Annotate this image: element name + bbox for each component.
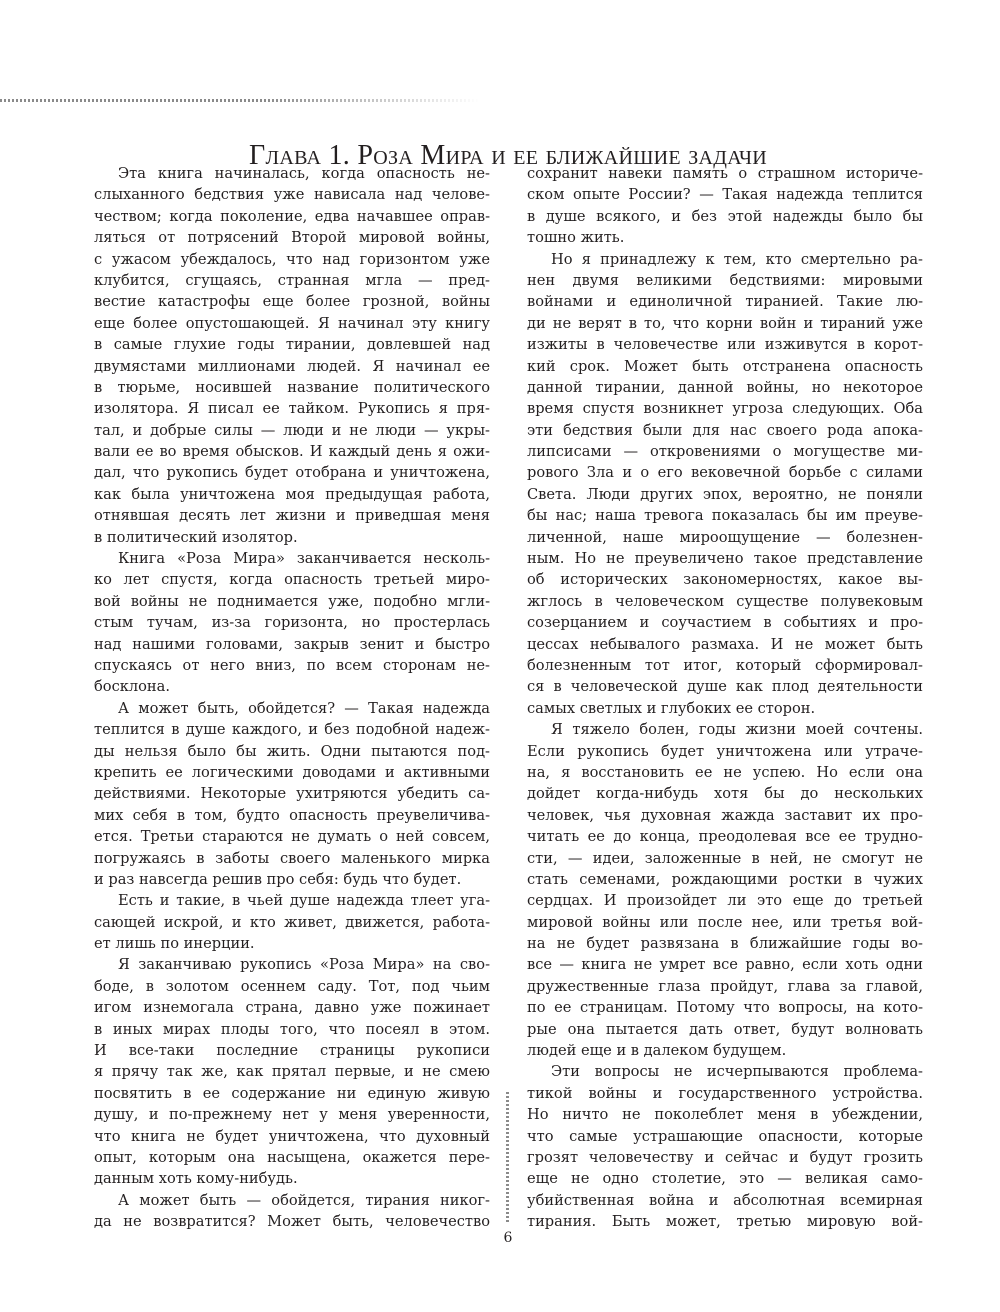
text-line: липсисами — откровениями о могуществе ми-: [527, 443, 923, 461]
text-line: кий срок. Может быть отстранена опасность: [527, 357, 923, 375]
text-line: дал, что рукопись будет отобрана и уничтожена,: [94, 464, 490, 482]
text-line: рые она пытается дать ответ, будут волновать: [527, 1020, 923, 1038]
text-line: дружественные глаза пройдут, глава за главой,: [527, 977, 923, 995]
text-line: об исторических закономерностях, какое вы-: [527, 571, 923, 589]
text-line: стать семенами, рождающими ростки в чужих: [527, 870, 923, 888]
text-line: сердцах. И произойдет ли это еще до третьей: [527, 892, 923, 910]
text-line: А может быть — обойдется, тирания никог-: [118, 1191, 490, 1209]
text-line: войнами и единоличной тиранией. Такие лю-: [527, 293, 923, 311]
text-line: опыт, которым она насыщена, окажется пере-: [94, 1148, 490, 1166]
text-line: тошно жить.: [527, 229, 625, 247]
text-line: Эта книга начиналась, когда опасность не-: [118, 165, 490, 182]
text-line: данным хоть кому-нибудь.: [94, 1170, 298, 1188]
text-line: что книга не будет уничтожена, что духовный: [94, 1127, 490, 1145]
text-line: ется. Третьи стараются не думать о ней совсем,: [94, 828, 490, 846]
text-line: с ужасом убеждалось, что над горизонтом уже: [94, 250, 490, 268]
text-line: на не будет развязана в ближайшие годы во-: [527, 935, 923, 953]
text-line: в тюрьме, носившей название политического: [94, 378, 490, 396]
text-line: Света. Люди других эпох, вероятно, не поняли: [527, 485, 923, 503]
text-line: сти, — идеи, заложенные в ней, не смогут не: [527, 849, 923, 867]
text-line: личенной, наше мироощущение — болезнен-: [527, 528, 923, 546]
text-line: Но я принадлежу к тем, кто смертельно ра-: [551, 250, 923, 268]
text-line: да не возвратится? Может быть, человечество: [94, 1213, 490, 1231]
text-line: сающей искрой, и кто живет, движется, работа-: [94, 913, 490, 931]
text-line: посвятить в ее содержание ни единую живую: [94, 1084, 490, 1102]
text-line: дойдет когда-нибудь хотя бы до нескольких: [527, 785, 923, 803]
text-line: в самые глухие годы тирании, довлевшей над: [94, 336, 490, 354]
text-line: время спустя возникнет угроза следующих. Оба: [527, 400, 923, 418]
text-line: чеством; когда поколение, едва начавшее оправ-: [94, 207, 490, 225]
text-line: и раз навсегда решив про себя: будь что будет.: [94, 870, 462, 888]
text-line: все — книга не умрет все равно, если хоть одни: [527, 956, 923, 974]
text-line: самых светлых и глубоких ее сторон.: [527, 699, 816, 717]
text-line: жглось в человеческом существе полувековым: [527, 592, 923, 610]
top-dotted-rule: [0, 99, 480, 102]
text-line: спускаясь от него вниз, по всем сторонам не-: [94, 656, 490, 674]
text-line: боде, в золотом осеннем саду. Тот, под чьим: [94, 977, 490, 995]
text-line: Если рукопись будет уничтожена или утраче-: [527, 742, 923, 760]
text-line: Эти вопросы не исчерпываются проблема-: [551, 1063, 923, 1081]
text-line: А может быть, обойдется? — Такая надежда: [118, 699, 490, 717]
text-line: действиями. Некоторые ухитряются убедить са-: [94, 785, 490, 803]
text-line: мировой войны или после нее, или третья вой-: [527, 913, 923, 931]
text-line: в душе всякого, и без этой надежды было бы: [527, 207, 923, 225]
text-line: рового Зла и о его вековечной борьбе с силами: [527, 464, 923, 482]
text-line: в политический изолятор.: [94, 528, 298, 546]
text-line: еще не одно столетие, это — великая само-: [527, 1170, 923, 1188]
text-line: крепить ее логическими доводами и активными: [94, 763, 490, 781]
text-line: что самые устрашающие опасности, которые: [527, 1127, 923, 1145]
text-line: слыханного бедствия уже нависала над челове-: [94, 186, 490, 204]
text-line: отнявшая десять лет жизни и приведшая меня: [94, 507, 490, 525]
text-line: Но ничто не поколеблет меня в убеждении,: [527, 1106, 923, 1124]
text-line: Есть и такие, в чьей душе надежда тлеет уга-: [118, 892, 490, 910]
left-text-column: [94, 163, 490, 1233]
text-line: клубится, сгущаясь, странная мгла — пред-: [94, 271, 490, 289]
text-line: ды нельзя было бы жить. Одни пытаются под-: [94, 742, 490, 760]
text-line: стым тучам, из-за горизонта, но простерлась: [94, 614, 490, 632]
text-line: нен двумя великими бедствиями: мировыми: [527, 271, 923, 289]
text-line: цессах небывалого размаха. И не может быть: [527, 635, 923, 653]
text-line: изжиты в человечестве или изживутся в корот-: [527, 336, 923, 354]
text-line: игом изнемогала страна, давно уже пожинает: [94, 999, 490, 1017]
chapter-title: Глава 1. Роза Мира и ее ближайшие задачи: [248, 140, 767, 171]
text-line: ском опыте России? — Такая надежда теплится: [527, 186, 923, 204]
text-line: ет лишь по инерции.: [94, 935, 255, 953]
text-line: И все-таки последние страницы рукописи: [94, 1042, 490, 1060]
text-line: вестие катастрофы еще более грозной, войны: [94, 293, 490, 311]
column-dotted-divider: [506, 1092, 509, 1222]
right-text-column: [527, 163, 923, 1233]
text-line: бы нас; наша тревога показалась бы им преуве-: [527, 507, 923, 525]
text-line: ляться от потрясений Второй мировой войны,: [94, 229, 490, 247]
text-line: душу, и по-прежнему нет у меня уверенности,: [94, 1106, 490, 1124]
text-line: людей еще и в далеком будущем.: [527, 1042, 787, 1060]
text-line: болезненным тот итог, который сформировал-: [527, 656, 923, 674]
text-line: тирания. Быть может, третью мировую вой-: [527, 1213, 923, 1231]
text-line: читать ее до конца, преодолевая все ее трудно-: [527, 828, 923, 846]
text-line: я прячу так же, как прятал первые, и не смею: [94, 1063, 490, 1081]
text-line: тал, и добрые силы — люди и не люди — укры-: [94, 421, 490, 439]
text-line: вой войны не поднимается уже, подобно мгли-: [94, 592, 490, 610]
text-line: теплится в душе каждого, и без подобной надеж-: [94, 721, 490, 739]
text-line: босклона.: [94, 678, 170, 696]
text-line: над нашими головами, закрыв зенит и быстро: [94, 635, 490, 653]
text-line: данной тирании, данной войны, но некоторое: [527, 378, 923, 396]
text-line: ко лет спустя, когда опасность третьей миро-: [94, 571, 490, 589]
text-line: изолятора. Я писал ее тайком. Рукопись я пря-: [94, 400, 490, 418]
text-line: человек, чья духовная жажда заставит их про-: [527, 806, 923, 824]
text-line: ди не верят в то, что корни войн и тираний уже: [527, 314, 923, 332]
text-line: ся в человеческой душе как плод деятельности: [527, 678, 923, 696]
text-line: Книга «Роза Мира» заканчивается несколь-: [118, 550, 490, 568]
text-line: созерцанием и соучастием в событиях и про-: [527, 614, 923, 632]
text-line: на, я восстановить ее не успею. Но если она: [527, 763, 923, 781]
text-line: ным. Но не преувеличено такое представление: [527, 550, 923, 568]
text-line: эти бедствия были для нас своего рода апока-: [527, 421, 923, 439]
text-line: как была уничтожена моя предыдущая работа,: [94, 485, 490, 503]
text-line: убийственная война и абсолютная всемирная: [527, 1191, 923, 1209]
text-line: в иных мирах плоды того, что посеял в этом.: [94, 1020, 490, 1038]
page-number: 6: [503, 1230, 513, 1246]
text-line: тикой войны и государственного устройства.: [527, 1084, 923, 1102]
text-line: мих себя в том, будто опасность преувеличива-: [94, 806, 490, 824]
text-line: сохранит навеки память о страшном историче-: [527, 165, 923, 182]
text-line: Я тяжело болен, годы жизни моей сочтены.: [551, 721, 923, 739]
text-line: грозят человечеству и сейчас и будут грозить: [527, 1148, 923, 1166]
text-line: еще более опустошающей. Я начинал эту книгу: [94, 314, 490, 332]
text-line: по ее страницам. Потому что вопросы, на кото-: [527, 999, 923, 1017]
text-line: Я заканчиваю рукопись «Роза Мира» на сво-: [118, 956, 490, 974]
text-line: двумястами миллионами людей. Я начинал ее: [94, 357, 490, 375]
text-line: погружаясь в заботы своего маленького мирка: [94, 849, 490, 867]
text-line: вали ее во время обысков. И каждый день я ожи-: [94, 443, 490, 461]
